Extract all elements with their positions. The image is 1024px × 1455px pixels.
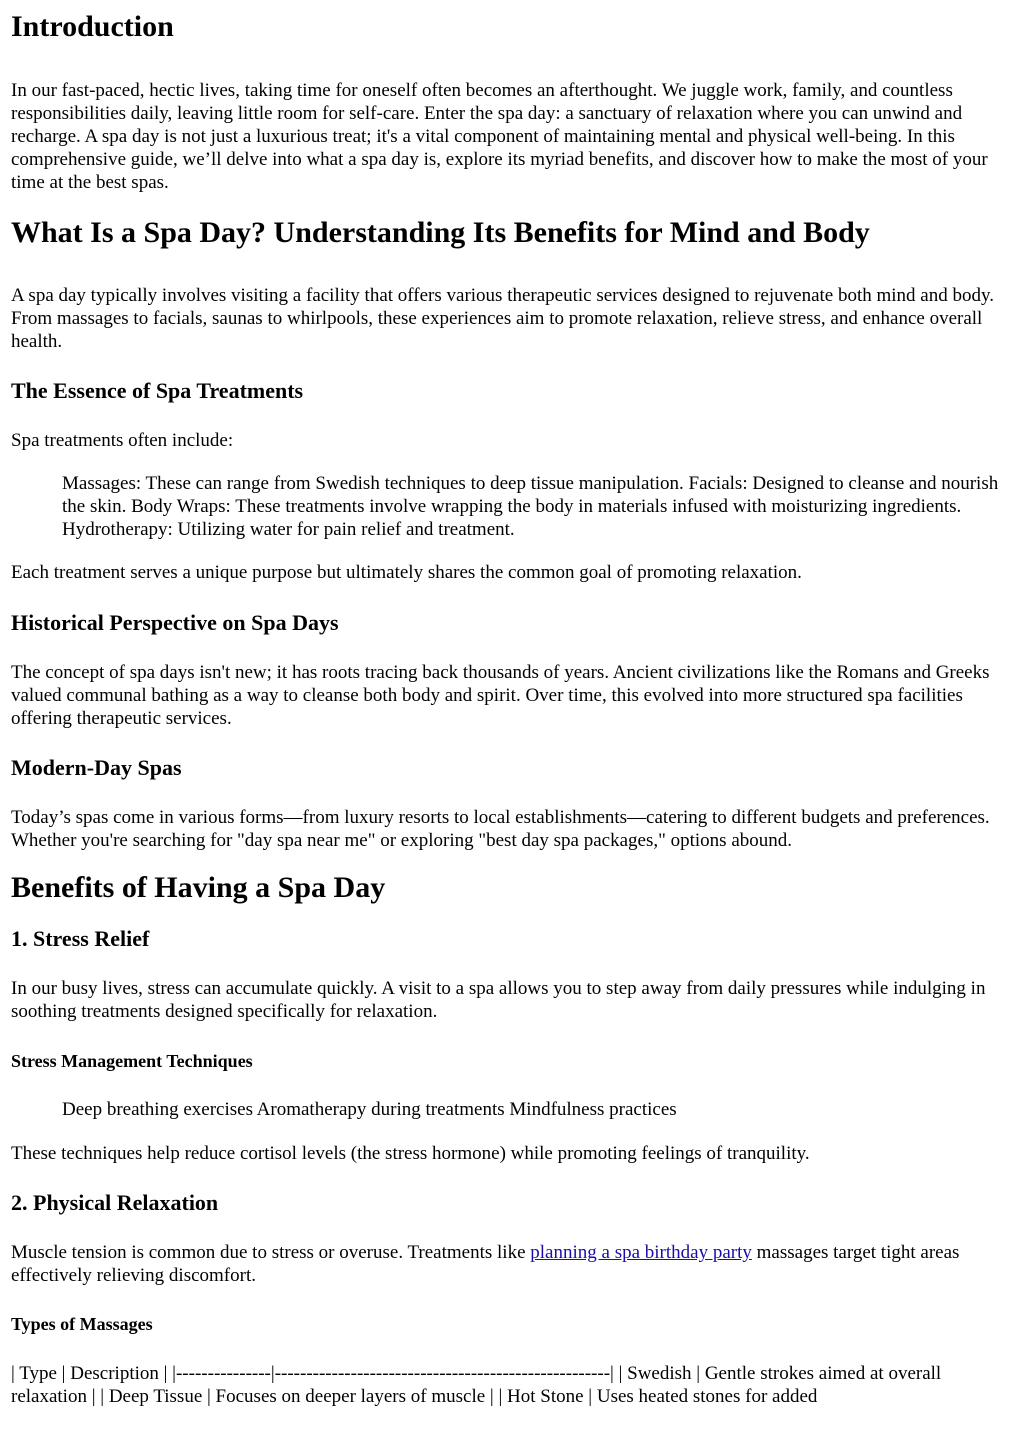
heading-what-is-spa-day: What Is a Spa Day? Understanding Its Benefits for Mind and Body [11, 216, 870, 249]
treatments-quote: Massages: These can range from Swedish techniques to deep tissue manipulation. Facials: Designed to cleanse and nourish the skin. Body Wraps: These treatments involve wrapping the body in materials infused with moisturizing ingredients. Hydrotherapy: Utilizing water for pain relief and treatment. [62, 473, 999, 540]
spa-birthday-party-link[interactable]: planning a spa birthday party [530, 1242, 752, 1263]
article [0, 9, 1024, 1408]
what-is-paragraph: A spa day typically involves visiting a facility that offers various therapeutic services designed to rejuvenate both mind and body. From massages to facials, saunas to whirlpools, these experiences aim to promote relaxation, relieve stress, and enhance overall health. [11, 285, 994, 352]
physical-text-before: Muscle tension is common due to stress or overuse. Treatments like [11, 1242, 531, 1263]
heading-benefits: Benefits of Having a Spa Day [11, 871, 386, 904]
heading-stress-relief: 1. Stress Relief [11, 926, 150, 951]
heading-modern: Modern-Day Spas [11, 755, 182, 780]
physical-paragraph [11, 1241, 1013, 1287]
essence-outro: Each treatment serves a unique purpose but ultimately shares the common goal of promoting relaxation. [11, 562, 802, 583]
heading-historical: Historical Perspective on Spa Days [11, 610, 339, 635]
essence-intro: Spa treatments often include: [11, 430, 234, 451]
techniques-quote: Deep breathing exercises Aromatherapy during treatments Mindfulness practices [62, 1099, 677, 1120]
heading-types-of-massages: Types of Massages [11, 1314, 153, 1334]
historical-paragraph: The concept of spa days isn't new; it has roots tracing back thousands of years. Ancient civilizations like the Romans and Greeks valued communal bathing as a way to cleanse both body and spirit. Over time, this evolved into more structured spa facilities offering therapeutic services. [11, 662, 990, 729]
intro-paragraph: In our fast-paced, hectic lives, taking time for oneself often becomes an afterthought. We juggle work, family, and countless responsibilities daily, leaving little room for self-care. Enter the spa day: a sanctuary of relaxation where you can unwind and recharge. A spa day is not just a luxurious treat; it's a vital component of maintaining mental and physical well-being. In this comprehensive guide, we’ll delve into what a spa day is, explore its myriad benefits, and discover how to make the most of your time at the best spas. [11, 80, 988, 193]
physical-text-after: massages target tight areas effectively relieving discomfort. [11, 1242, 960, 1286]
stress-outro: These techniques help reduce cortisol levels (the stress hormone) while promoting feelings of tranquility. [11, 1143, 810, 1164]
heading-physical-relaxation: 2. Physical Relaxation [11, 1190, 219, 1215]
heading-essence: The Essence of Spa Treatments [11, 378, 304, 403]
stress-paragraph: In our busy lives, stress can accumulate quickly. A visit to a spa allows you to step away from daily pressures while indulging in soothing treatments designed specifically for relaxation. [11, 978, 986, 1022]
heading-stress-techniques: Stress Management Techniques [11, 1051, 253, 1071]
heading-introduction: Introduction [11, 10, 174, 43]
modern-paragraph: Today’s spas come in various forms—from luxury resorts to local establishments—catering to different budgets and preferences. Whether you're searching for "day spa near me" or exploring "best day spa packages," options abound. [11, 807, 990, 851]
massage-table-text: | Type | Description | |---------------|-----------------------------------------------------| | Swedish | Gentle strokes aimed at overall relaxation | | Deep Tissue | Focuses on deeper layers of muscle | | Hot Stone | Uses heated stones for added [11, 1363, 942, 1407]
